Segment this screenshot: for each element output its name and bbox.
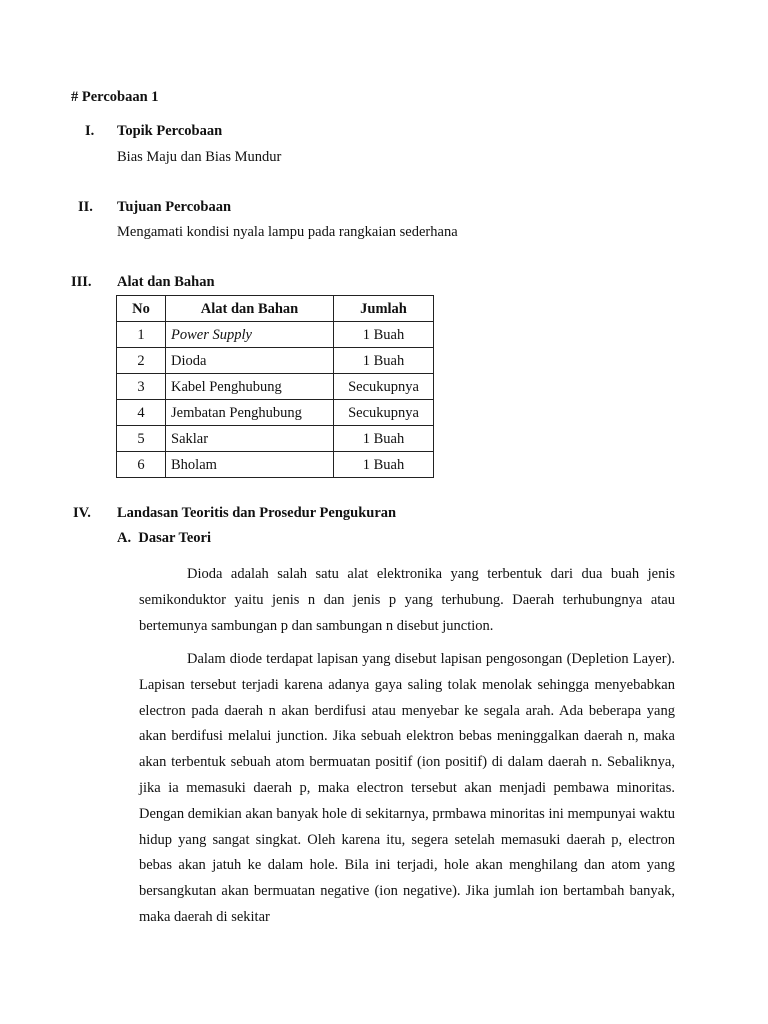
section-1-content: Bias Maju dan Bias Mundur bbox=[117, 149, 282, 165]
section-2-content: Mengamati kondisi nyala lampu pada rangkaian sederhana bbox=[117, 224, 458, 240]
subsection-dasar-teori: A. Dasar Teori bbox=[117, 530, 211, 546]
section-2-title: Tujuan Percobaan bbox=[117, 199, 232, 215]
header-jumlah: Jumlah bbox=[334, 296, 434, 322]
row-no: 6 bbox=[117, 452, 166, 478]
row-item: Saklar bbox=[166, 426, 334, 452]
section-2-number: II. bbox=[78, 199, 93, 215]
section-1-title: Topik Percobaan bbox=[117, 123, 223, 139]
section-4-title: Landasan Teoritis dan Prosedur Pengukuran bbox=[117, 505, 397, 521]
row-item: Dioda bbox=[166, 348, 334, 374]
section-4-number: IV. bbox=[73, 505, 91, 521]
page-heading: # Percobaan 1 bbox=[71, 89, 159, 105]
row-qty: Secukupnya bbox=[334, 374, 434, 400]
row-no: 3 bbox=[117, 374, 166, 400]
section-3-number: III. bbox=[71, 274, 92, 290]
table-header-row bbox=[117, 296, 434, 322]
row-no: 1 bbox=[117, 322, 166, 348]
paragraph-2 bbox=[139, 647, 675, 931]
row-item: Power Supply bbox=[166, 322, 334, 348]
row-qty: 1 Buah bbox=[334, 426, 434, 452]
row-qty: 1 Buah bbox=[334, 452, 434, 478]
section-3-title: Alat dan Bahan bbox=[117, 274, 215, 290]
table-row bbox=[117, 426, 434, 452]
row-qty: 1 Buah bbox=[334, 348, 434, 374]
row-item: Kabel Penghubung bbox=[166, 374, 334, 400]
table-row bbox=[117, 322, 434, 348]
section-1-number: I. bbox=[85, 123, 95, 139]
row-qty: 1 Buah bbox=[334, 322, 434, 348]
header-no: No bbox=[117, 296, 166, 322]
row-no: 2 bbox=[117, 348, 166, 374]
paragraph-1 bbox=[139, 562, 675, 639]
row-no: 5 bbox=[117, 426, 166, 452]
table-row bbox=[117, 400, 434, 426]
paragraph-1-text: Dioda adalah salah satu alat elektronika yang terbentuk dari dua buah jenis semikonduktor yaitu jenis n dan jenis p yang terhubung. Daerah terhubungnya atau bertemunya sambungan p dan sambungan n disebut junction. bbox=[139, 566, 675, 634]
table-row bbox=[117, 374, 434, 400]
row-qty: Secukupnya bbox=[334, 400, 434, 426]
alat-bahan-table bbox=[116, 295, 434, 478]
table-row bbox=[117, 452, 434, 478]
row-item: Jembatan Penghubung bbox=[166, 400, 334, 426]
row-item: Bholam bbox=[166, 452, 334, 478]
paragraph-2-text: Dalam diode terdapat lapisan yang disebut lapisan pengosongan (Depletion Layer). Lapisan tersebut terjadi karena adanya gaya saling tolak menolak sehingga menyebabkan electron pada daerah n akan berdifusi atau menyebar ke segala arah. Ada beberapa yang akan berdifusi melalui junction. Jika sebuah elektron bebas meninggalkan daerah n, maka akan terbentuk sebuah atom bermuatan positif (ion positif) di dalam daerah n. Sebaliknya, jika ia memasuki daerah p, maka electron tersebut akan menjadi pembawa minoritas. Dengan demikian akan banyak hole di sekitarnya, prmbawa minoritas ini mempunyai waktu hidup yang sangat singkat. Oleh karena itu, segera setelah memasuki daerah p, electron bebas akan jatuh ke dalam hole. Bila ini terjadi, hole akan menghilang dan atom yang bersangkutan akan bermuatan negative (ion negative). Jika jumlah ion bertambah banyak, maka daerah di sekitar bbox=[139, 651, 675, 925]
table-row bbox=[117, 348, 434, 374]
row-no: 4 bbox=[117, 400, 166, 426]
header-alat: Alat dan Bahan bbox=[166, 296, 334, 322]
